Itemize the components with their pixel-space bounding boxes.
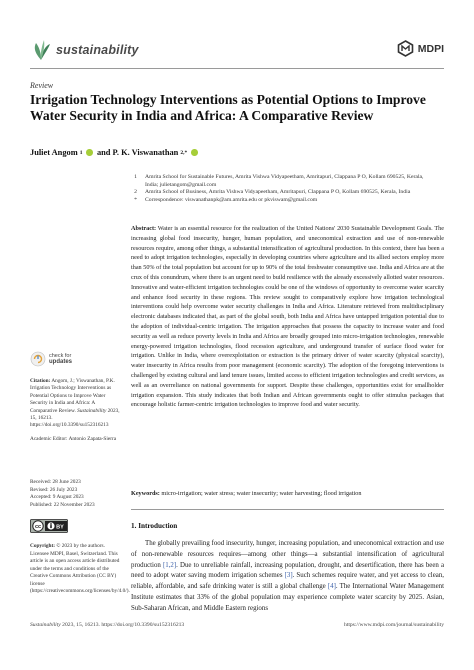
introduction-text: [131, 539, 444, 615]
copyright-label: Copyright:: [30, 543, 56, 549]
correspondence-text: Correspondence: viswanathanpk@am.amrita.edu or pkviswam@gmail.com: [145, 196, 318, 203]
check-updates-icon: [30, 351, 46, 367]
keywords-label: Keywords:: [131, 490, 160, 497]
author-name: Juliet Angom: [30, 148, 78, 157]
abstract-text: Water is an essential resource for the realization of the United Nations' 2030 Sustainable Development Goals. The increasing global food insecurity, hunger, human population, and uneconomical extraction and use of non-renewable resources require, among other things, a substantial intensification of agricultural production. In this context, there has been a need to adopt irrigation technologies, especially in developing countries where agriculture and its allied sectors employ more than 50% of the total population but account for up to 90% of the total freshwater consumptive use. India and Africa are at the crux of this conundrum, where there is an urgent need to build resilience with the already excessively allotted water resources. Innovative and water-efficient irrigation technologies could be one of the windows of opportunity to overcome water scarcity and enhance food security in these regions. This review sought to comparatively explore how irrigation technological interventions could help overcome water security challenges in India and Africa. Literature retrieved from multidisciplinary electronic databases indicated that, as part of the global south, both India and Africa have untapped irrigation potential due to the adoption of individual-centric irrigation. The irrigation approaches that possess the capacity to increase water and food security as well as reduce poverty levels in India and Africa are broadly grouped into micro-irrigation technologies, renewable energy-powered irrigation technologies, flood recession agriculture, and underground transfer of surface flood water for irrigation. Unlike in India, where overexploitation or extraction is the primary driver of water scarcity (physical scarcity), water insecurity in Africa results from poor management (economic scarcity). The adoption of the foregoing interventions is challenged by existing cultural and land tenure issues, limited access to efficient irrigation technologies and credit services, as well as an overreliance on national governments for support. Despite these challenges, opportunities exist for smallholder irrigation expansion. This study indicates that both Indian and African governments ought to offer stimulus packages that encourage holistic farmer-centric irrigation technologies to improve food and water security.: [131, 225, 445, 409]
intro-segment: . The International Water Management Institute estimates that 33% of the global population may experience complete water scarcity by 2025. Asian, Sub-Saharan African, and Middle Eastern regions: [131, 583, 444, 612]
footer-journal-url[interactable]: https://www.mdpi.com/journal/sustainability: [343, 622, 444, 628]
orcid-icon[interactable]: [86, 149, 93, 156]
citation-details[interactable]: 2023, 15, 16213. https://doi.org/10.3390/su152316213: [30, 407, 120, 429]
copyright-notice: [30, 543, 130, 596]
mdpi-icon: [397, 40, 414, 57]
header-rule: [30, 68, 444, 69]
intro-segment: The globally prevailing food insecurity, hunger, increasing population, and uneconomical extraction and use of non-renewable resources requires—among other things—a substantial intensification of agricultural production: [131, 540, 444, 569]
reference-link[interactable]: [3]: [284, 572, 293, 580]
affiliation-number: 1: [134, 174, 137, 180]
author-affiliation-mark: 2,*: [180, 149, 188, 156]
date-accepted: Accepted: 9 August 2023: [30, 494, 84, 501]
intro-segment: . Due to unreliable rainfall, increasing population, drought, and desertification, there has been a need to adopt water saving modern irrigation schemes: [131, 561, 445, 580]
abstract: [131, 224, 444, 410]
author-name: and P. K. Viswanathan: [96, 148, 179, 157]
author-list: [30, 148, 200, 157]
editor-name: Antonio Zapata-Sierra: [68, 435, 117, 442]
publication-dates: [30, 479, 122, 509]
page-footer: [30, 622, 444, 628]
section-heading: 1. Introduction: [131, 522, 178, 530]
citation-block: [30, 378, 122, 443]
article-type: Review: [30, 81, 54, 90]
reference-link[interactable]: [4]: [327, 583, 336, 591]
affiliation-item: [131, 189, 431, 197]
affiliation-text: Amrita School of Business, Amrita Vishwa Vidyapeetham, Amritapuri, Clappana P O, Kollam 690525, Kerala, India: [145, 189, 411, 196]
citation-label: Citation:: [30, 378, 51, 384]
check-updates-line: check for: [49, 352, 72, 359]
correspondence: [131, 197, 431, 205]
svg-text:cc: cc: [34, 524, 42, 531]
creative-commons-icon[interactable]: [30, 519, 68, 533]
check-updates-line: updates: [49, 359, 73, 365]
svg-text:BY: BY: [56, 524, 64, 531]
keywords: [131, 489, 444, 498]
affiliation-number: 2: [134, 189, 137, 196]
footer-doi[interactable]: 2023, 15, 16213. https://doi.org/10.3390/su152316213: [62, 622, 185, 628]
sustainability-logo-icon: [30, 38, 52, 62]
citation-text: Angom, J.; Viswanathan, P.K. Irrigation Technology Interventions as Potential Options to Improve Water Security in India and Africa: A Comparative Review.: [30, 378, 115, 414]
date-revised: Revised: 26 July 2023: [30, 486, 78, 493]
footer-citation: [30, 622, 184, 628]
copyright-text: © 2023 by the authors. Licensee MDPI, Basel, Switzerland. This article is an open access article distributed under the terms and conditions of the Creative Commons Attribution (CC BY) license (https://creativecommons.org/licenses/by/4.0/).: [30, 543, 130, 594]
article-title: Irrigation Technology Interventions as Potential Options to Improve Water Security in India and Africa: A Comparative Review: [30, 92, 426, 123]
check-for-updates-badge[interactable]: [30, 351, 72, 367]
editor-label: Academic Editor:: [30, 435, 68, 442]
affiliation-item: [131, 174, 431, 189]
reference-link[interactable]: [1,2]: [162, 561, 177, 569]
journal-name: sustainability: [56, 43, 139, 57]
affiliations: [131, 174, 431, 204]
date-received: Received: 28 June 2023: [30, 479, 81, 485]
date-published: Published: 22 November 2023: [30, 501, 95, 508]
affiliation-text: Amrita School for Sustainable Futures, Amrita Vishwa Vidyapeetham, Amritapuri, Clappana P O, Kollam 690525, Kerala, India; julietangom@gmail.com: [145, 174, 424, 188]
keywords-text: micro-irrigation; water stress; water insecurity; water harvesting; flood irrigation: [161, 490, 362, 497]
publisher-name: MDPI: [417, 42, 444, 55]
abstract-label: Abstract:: [131, 225, 157, 232]
section-rule: [131, 509, 444, 510]
footer-journal: Sustainability: [30, 622, 61, 628]
affiliation-number: *: [134, 196, 137, 203]
author-affiliation-mark: 1: [79, 149, 83, 156]
intro-segment: . Such schemes require water, and yet access to clean, reliable, affordable, and safe drinking water is still a global challenge: [131, 572, 444, 591]
publisher-logo: [397, 40, 444, 57]
orcid-icon[interactable]: [191, 149, 198, 156]
citation-journal: Sustainability: [77, 407, 107, 414]
